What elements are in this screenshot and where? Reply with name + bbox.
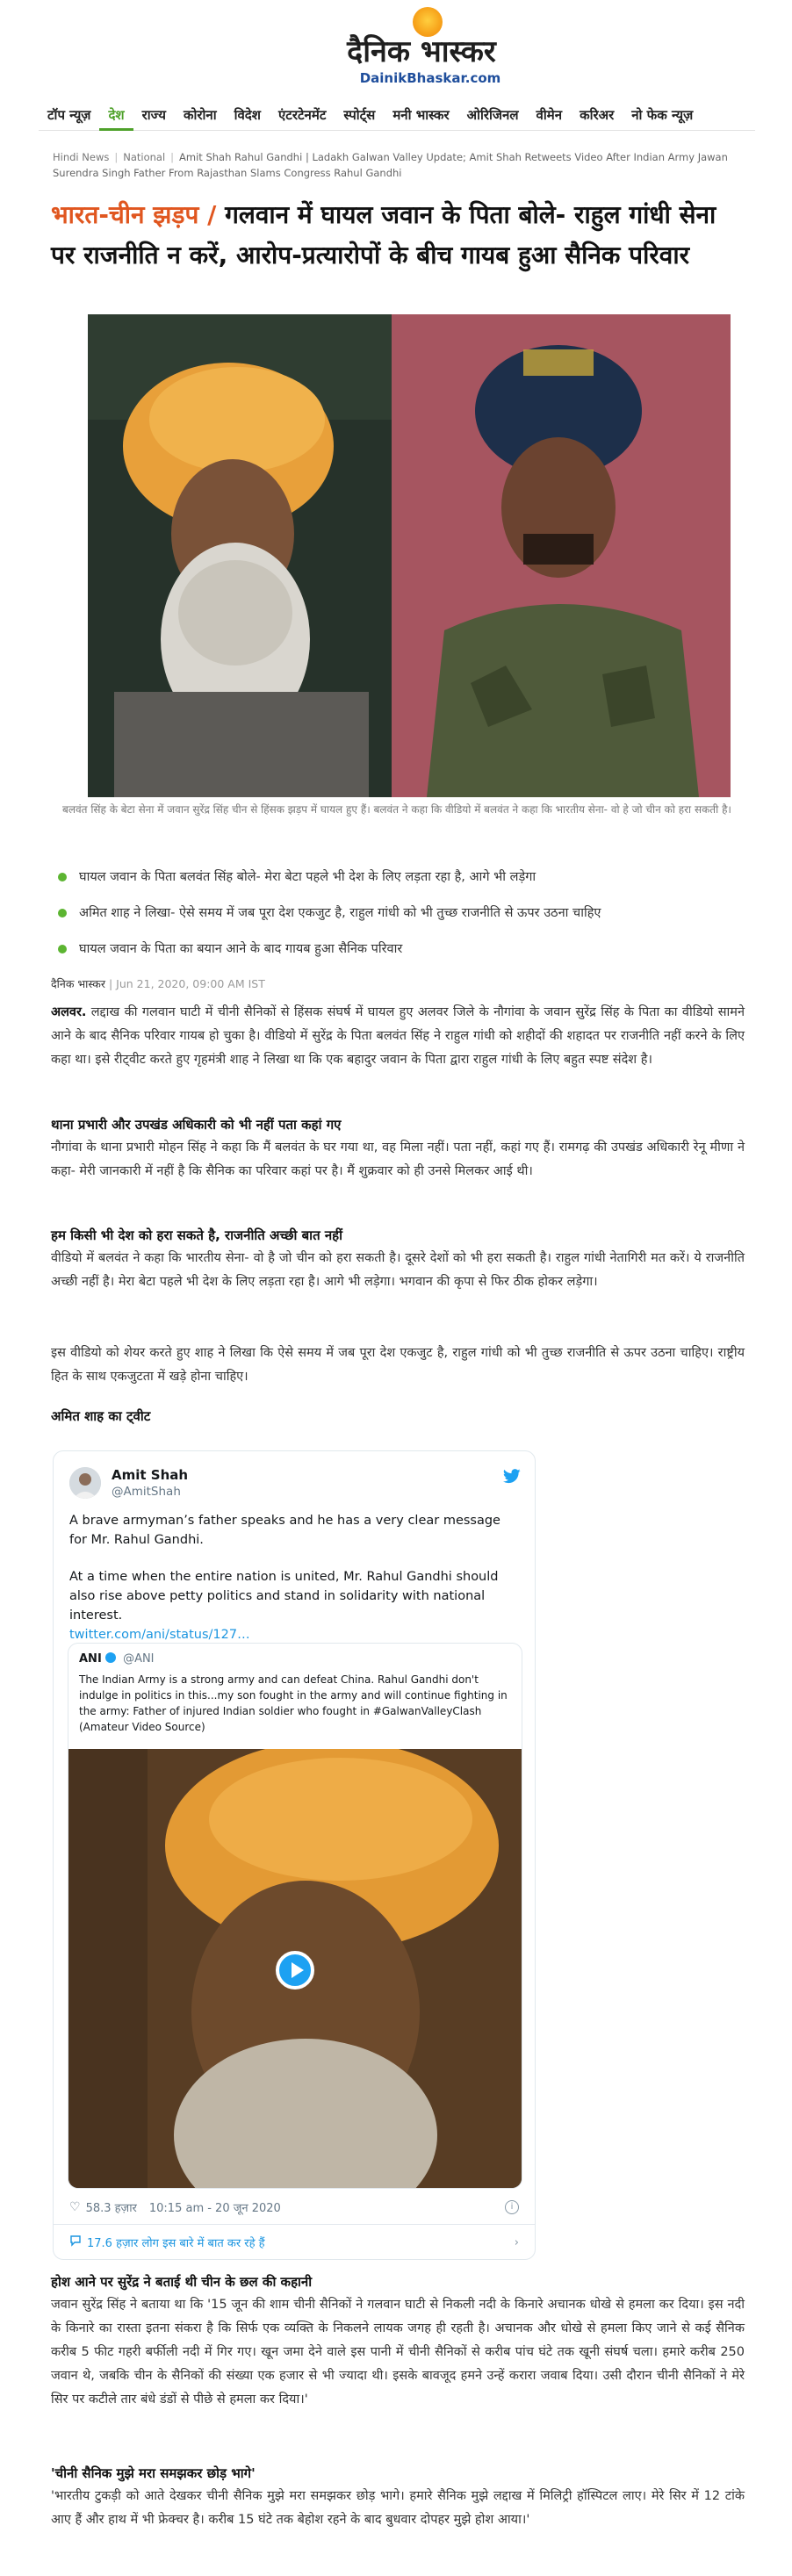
twitter-bird-icon[interactable] <box>503 1469 521 1487</box>
tweet-author-handle[interactable]: @AmitShah <box>112 1485 181 1499</box>
quoted-tweet[interactable] <box>68 1643 522 2189</box>
tweet-replies-link[interactable] <box>69 2234 519 2250</box>
nav-item-top-news[interactable]: टॉप न्यूज़ <box>47 107 91 123</box>
paragraph: 'भारतीय टुकड़ी को आते देखकर चीनी सैनिक मुझे मरा समझकर छोड़ भागे। हमारे सैनिक मुझे लद्दाख में मिलिट्री हॉस्पिटल लाए। मेरे सिर में 12 टांके आए हैं और हाथ में भी फ्रेक्चर है। करीब 15 घंटे तक बेहोश रहने के बाद बुधवार दोपहर मुझे होश आया।' <box>51 2489 745 2527</box>
site-logo[interactable] <box>338 7 505 90</box>
like-count[interactable]: 58.3 हज़ार <box>85 2202 137 2215</box>
dateline-place: अलवर. <box>51 1005 87 1019</box>
article-headline <box>51 195 745 276</box>
bullet-icon <box>58 945 67 953</box>
nav-item-videsh[interactable]: विदेश <box>234 107 261 123</box>
chevron-right-icon: › <box>514 2235 519 2249</box>
paragraph: इस वीडियो को शेयर करते हुए शाह ने लिखा कि ऐसे समय में जब पूरा देश एकजुट है, राहुल गांधी को भी तुच्छ राजनीति से ऊपर उठना चाहिए। राष्ट्रीय हित के साथ एकजुटता में खड़े होना चाहिए। <box>51 1346 745 1384</box>
nav-item-no-fake-news[interactable]: नो फेक न्यूज़ <box>631 107 694 123</box>
image-caption: बलवंत सिंह के बेटा सेना में जवान सुरेंद्र सिंह चीन से हिंसक झड़प में घायल हुए हैं। बलवंत ने कहा कि वीडियो में बलवंत ने कहा कि भारतीय सेना- वो हे जो चीन को हरा सकती है। <box>62 803 731 816</box>
quoted-author-handle[interactable]: @ANI <box>123 1652 155 1666</box>
quoted-author-name[interactable]: ANI <box>79 1652 102 1666</box>
verified-icon <box>105 1652 116 1663</box>
heart-icon[interactable]: ♡ <box>69 2200 81 2214</box>
headline-text: गलवान में घायल जवान के पिता बोले- राहुल गांधी सेना पर राजनीति न करें, आरोप-प्रत्यारोपों के बीच गायब हुआ सैनिक परिवार <box>51 200 716 270</box>
soldier-photo <box>392 314 731 797</box>
replies-count: 17.6 हज़ार लोग इस बारे में बात कर रहे हैं <box>87 2237 265 2250</box>
subheading: होश आने पर सुरेंद्र ने बताई थी चीन के छल की कहानी <box>51 2274 313 2290</box>
embedded-tweet[interactable] <box>53 1450 536 2260</box>
nav-item-money-bhaskar[interactable]: मनी भास्कर <box>392 107 450 123</box>
hero-image <box>88 314 731 797</box>
nav-item-corona[interactable]: कोरोना <box>183 107 217 123</box>
quoted-tweet-text: The Indian Army is a strong army and can defeat China. Rahul Gandhi don't indulge in politics in this...my son fought in the army and will continue fighting in the army: Father of injured Indian soldier who fought in #GalwanValleyClash (Amateur Video Source) <box>79 1673 508 1733</box>
logo-name: दैनिक भास्कर <box>347 34 496 69</box>
nav-item-original[interactable]: ओरिजिनल <box>466 107 519 123</box>
play-button[interactable] <box>276 1951 314 1990</box>
nav-item-rajya[interactable]: राज्य <box>141 107 166 123</box>
avatar[interactable] <box>69 1467 101 1499</box>
paragraph: जवान सुरेंद्र सिंह ने बताया था कि '15 जून की शाम चीनी सैनिकों ने गलवान घाटी से निकली नदी के किनारे अचानक धोखे से हमला कर दिया। इस नदी के किनारे का रास्ता इतना संकरा है कि सिर्फ एक व्यक्ति के निकलने लायक जगह ही रहती है। अचानक और धोखे से हमला किए जाने से कई सैनिक करीब 5 फीट गहरी बर्फीली नदी में गिर गए। खून जमा देने वाले इस पानी में चीनी सैनिकों से करीब पांच घंटे तक खूनी संघर्ष चला। हमारे करीब 250 जवान थे, जबकि चीन के सैनिकों की संख्या एक हजार से भी ज्यादा थी। इसके बावजूद हमने उन्हें करारा जवाब दिया। उसी दौरान चीनी सैनिकों ने मेरे सिर पर कटीले तार बंधे डंडों से पीछे से हमला कर दिया।' <box>51 2298 745 2407</box>
paragraph: अलवर. लद्दाख की गलवान घाटी में चीनी सैनिकों से हिंसक संघर्ष में घायल हुए अलवर जिले के नौगांवा के जवान सुरेंद्र सिंह के पिता का वीडियो सामने आने के बाद सैनिक परिवार गायब हो चुका है। वीडियो में सुरेंद्र के पिता बलवंत सिंह ने राहुल गांधी को शहीदों की शहादत पर राजनीति नहीं करने के लिए कहा था। इसे रीट्वीट करते हुए गृहमंत्री शाह ने लिखा था कि एक बहादुर जवान के पिता द्वारा राहुल गांधी के लिए बहुत स्पष्ट संदेश है। <box>51 1005 745 1067</box>
tweet-meta <box>69 2199 519 2215</box>
divider <box>54 2224 535 2225</box>
logo-subtitle: DainikBhaskar.com <box>359 70 501 86</box>
site-header <box>0 0 792 97</box>
paragraph: वीडियो में बलवंत ने कहा कि भारतीय सेना- वो है जो चीन को हरा सकती है। दूसरे देशों को भी हरा सकती है। राहुल गांधी नेतागिरी मत करें। ये राजनीति अच्छी नहीं है। मेरा बेटा पहले भी देश के लिए लड़ता रहा है। आगे भी लड़ेगा। भगवान की कृपा से फिर ठीक होकर लड़ेगा। <box>51 1251 745 1289</box>
byline: दैनिक भास्कर | Jun 21, 2020, 09:00 AM IST <box>51 977 265 990</box>
comment-icon <box>69 2234 82 2250</box>
nav-item-career[interactable]: करिअर <box>580 107 615 123</box>
father-photo <box>88 314 392 797</box>
byline-source: दैनिक भास्कर <box>51 977 105 990</box>
headline-kicker[interactable]: भारत-चीन झड़प / <box>51 200 217 229</box>
nav-item-entertainment[interactable]: एंटरटेनमेंट <box>277 107 327 123</box>
main-nav <box>39 99 755 131</box>
paragraph: नौगांवा के थाना प्रभारी मोहन सिंह ने कहा कि मैं बलवंत के घर गया था, वह मिला नहीं। पता नहीं, कहां गए हैं। रामगढ़ की उपखंड अधिकारी रेनू मीणा ने कहा- मेरी जानकारी में नहीं है कि सैनिक का परिवार कहां पर है। मैं शुक्रवार को ही उनसे मिलकर आई थी। <box>51 1140 745 1178</box>
subheading: अमित शाह का ट्वीट <box>51 1408 151 1424</box>
key-point: घायल जवान के पिता बलवंत सिंह बोले- मेरा बेटा पहले भी देश के लिए लड़ता रहा है, आगे भी लड़ेगा <box>58 867 752 887</box>
key-point: अमित शाह ने लिखा- ऐसे समय में जब पूरा देश एकजुट है, राहुल गांधी को भी तुच्छ राजनीति से ऊपर उठना चाहिए <box>58 903 752 923</box>
subheading: 'चीनी सैनिक मुझे मरा समझकर छोड़ भागे' <box>51 2465 256 2481</box>
subheading: हम किसी भी देश को हरा सकते है, राजनीति अच्छी बात नहीं <box>51 1227 343 1243</box>
bullet-icon <box>58 909 67 917</box>
nav-item-desh[interactable]: देश <box>99 99 133 131</box>
tweet-text: A brave armyman’s father speaks and he has a very clear message for Mr. Rahul Gandhi. At a time when the entire nation is united, Mr. Rahul Gandhi should also rise above petty politics and stand in solidarity with national interest. twitter.com/ani/status/127… <box>69 1511 519 1644</box>
bullet-icon <box>58 873 67 881</box>
byline-date: Jun 21, 2020, 09:00 AM IST <box>116 977 265 990</box>
info-icon[interactable]: i <box>505 2200 519 2214</box>
video-thumbnail[interactable] <box>68 1749 522 2189</box>
nav-item-women[interactable]: वीमेन <box>536 107 563 123</box>
breadcrumb: Hindi News | National | Amit Shah Rahul Gandhi | Ladakh Galwan Valley Update; Amit Shah Retweets Video After Indian Army Jawan Surendra Singh Father From Rajasthan Slams Congress Rahul Gandhi <box>53 151 728 179</box>
breadcrumb-hindi-news[interactable]: Hindi News <box>53 151 110 163</box>
breadcrumb-current: Amit Shah Rahul Gandhi | Ladakh Galwan Valley Update; Amit Shah Retweets Video After Indian Army Jawan Surendra Singh Father From Rajasthan Slams Congress Rahul Gandhi <box>53 151 728 179</box>
breadcrumb-national[interactable]: National <box>123 151 166 163</box>
subheading: थाना प्रभारी और उपखंड अधिकारी को भी नहीं पता कहां गए <box>51 1117 342 1133</box>
key-points <box>58 867 752 975</box>
nav-item-sports[interactable]: स्पोर्ट्स <box>343 107 376 123</box>
key-point: घायल जवान के पिता का बयान आने के बाद गायब हुआ सैनिक परिवार <box>58 939 752 959</box>
tweet-author-name[interactable]: Amit Shah <box>112 1467 189 1483</box>
tweet-link[interactable]: twitter.com/ani/status/127… <box>69 1628 250 1642</box>
tweet-timestamp[interactable]: 10:15 am - 20 जून 2020 <box>148 2202 281 2215</box>
